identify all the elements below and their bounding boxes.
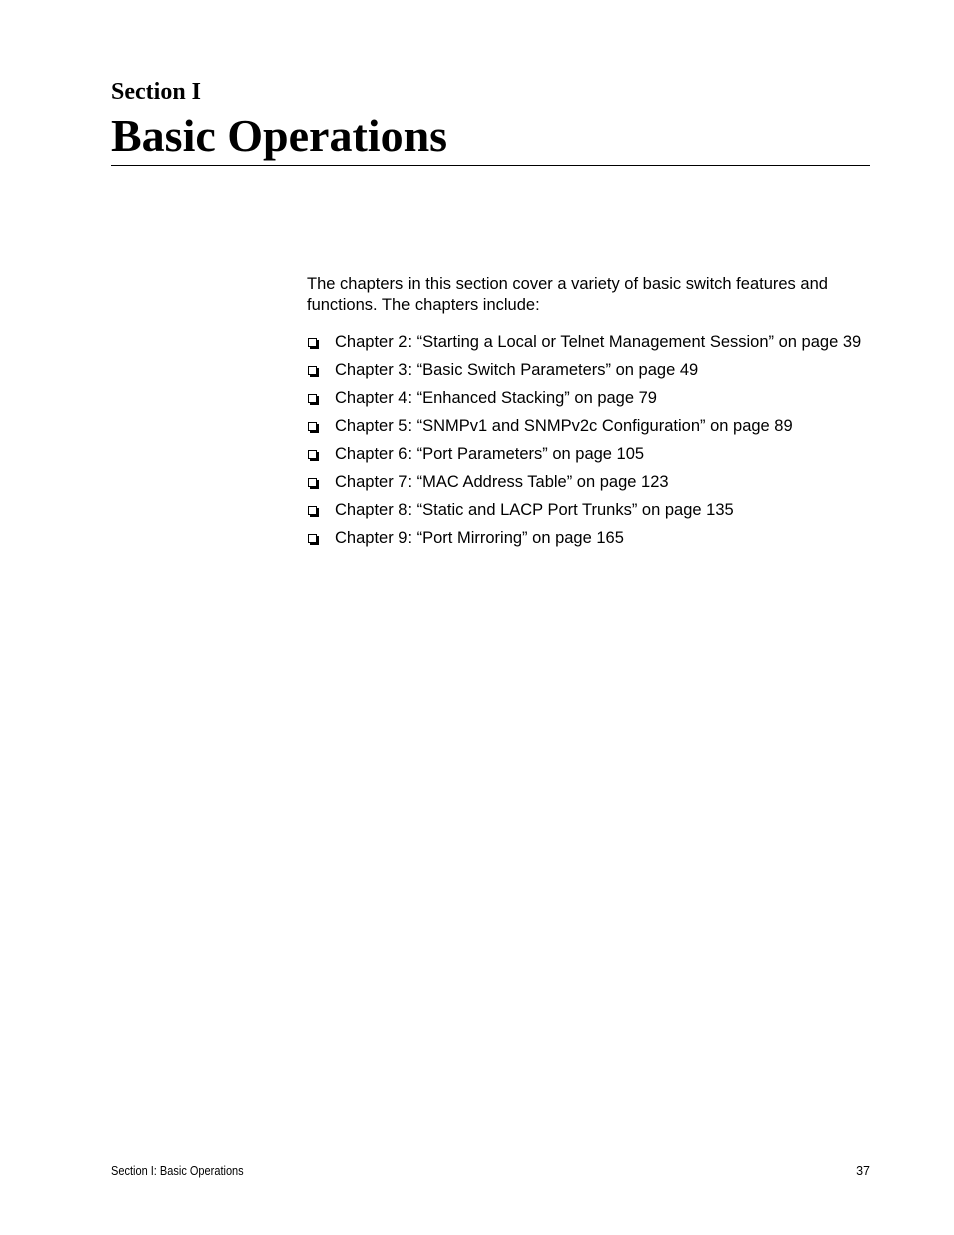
- chapter-text: Chapter 8: “Static and LACP Port Trunks” on page 135: [335, 501, 734, 519]
- intro-paragraph: The chapters in this section cover a variety of basic switch features and functions. The chapters include:: [307, 275, 828, 314]
- title-divider: [111, 165, 870, 166]
- chapter-text: Chapter 7: “MAC Address Table” on page 123: [335, 473, 669, 491]
- section-label: Section I: [111, 79, 201, 105]
- checkbox-bullet-icon: [308, 422, 317, 431]
- chapter-text: Chapter 2: “Starting a Local or Telnet Management Session” on page 39: [335, 333, 862, 351]
- chapter-text: Chapter 9: “Port Mirroring” on page 165: [335, 529, 624, 547]
- chapter-text: Chapter 4: “Enhanced Stacking” on page 79: [335, 389, 657, 407]
- chapter-text: Chapter 5: “SNMPv1 and SNMPv2c Configuration” on page 89: [335, 417, 793, 435]
- list-item-chapter-6: [307, 444, 867, 464]
- footer-section-title: Section I: Basic Operations: [111, 1164, 244, 1178]
- list-item-chapter-5: [307, 416, 867, 436]
- checkbox-bullet-icon: [308, 450, 317, 459]
- list-item-chapter-4: [307, 388, 867, 408]
- checkbox-bullet-icon: [308, 506, 317, 515]
- page-title: Basic Operations: [111, 110, 448, 161]
- checkbox-bullet-icon: [308, 478, 317, 487]
- list-item-chapter-2: [307, 332, 867, 352]
- checkbox-bullet-icon: [308, 394, 317, 403]
- chapter-text: Chapter 6: “Port Parameters” on page 105: [335, 445, 645, 463]
- footer-page-number: 37: [856, 1164, 870, 1178]
- checkbox-bullet-icon: [308, 366, 317, 375]
- checkbox-bullet-icon: [308, 338, 317, 347]
- list-item-chapter-8: [307, 500, 867, 520]
- list-item-chapter-3: [307, 360, 867, 380]
- chapter-list: [307, 332, 867, 556]
- list-item-chapter-9: [307, 528, 867, 548]
- checkbox-bullet-icon: [308, 534, 317, 543]
- list-item-chapter-7: [307, 472, 867, 492]
- chapter-text: Chapter 3: “Basic Switch Parameters” on page 49: [335, 361, 699, 379]
